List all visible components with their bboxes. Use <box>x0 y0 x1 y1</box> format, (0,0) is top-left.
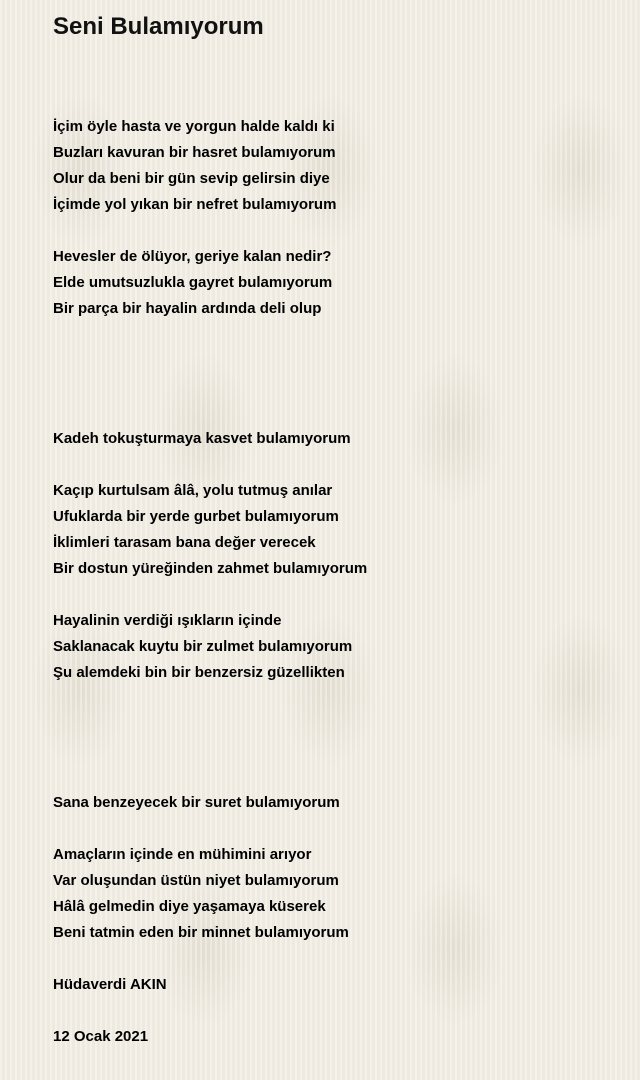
stanza-2 <box>53 244 613 322</box>
stanza-6 <box>53 790 613 816</box>
stanza-5 <box>53 608 613 686</box>
poem-line: Hevesler de ölüyor, geriye kalan nedir? <box>53 248 332 265</box>
poem-line: Buzları kavuran bir hasret bulamıyorum <box>53 144 336 161</box>
poem-line: Hâlâ gelmedin diye yaşamaya küserek <box>53 898 326 915</box>
poem-author: Hüdaverdi AKIN <box>53 976 167 993</box>
poem-line: Var oluşundan üstün niyet bulamıyorum <box>53 872 339 889</box>
stanza-7 <box>53 842 613 946</box>
poem-line: Olur da beni bir gün sevip gelirsin diye <box>53 170 330 187</box>
poem-line: Kadeh tokuşturmaya kasvet bulamıyorum <box>53 430 351 447</box>
poem-line: İçim öyle hasta ve yorgun halde kaldı ki <box>53 118 335 135</box>
poem-line: Amaçların içinde en mühimini arıyor <box>53 846 312 863</box>
poem-line: Hayalinin verdiği ışıkların içinde <box>53 612 282 629</box>
poem-line: Elde umutsuzlukla gayret bulamıyorum <box>53 274 333 291</box>
poem-line: Ufuklarda bir yerde gurbet bulamıyorum <box>53 508 339 525</box>
poem-line: Saklanacak kuytu bir zulmet bulamıyorum <box>53 638 353 655</box>
poem-line: Sana benzeyecek bir suret bulamıyorum <box>53 794 340 811</box>
poem-title: Seni Bulamıyorum <box>53 13 264 40</box>
stanza-4 <box>53 478 613 582</box>
stanza-1 <box>53 114 613 218</box>
poem-date: 12 Ocak 2021 <box>53 1028 149 1045</box>
poem-line: İçimde yol yıkan bir nefret bulamıyorum <box>53 196 337 213</box>
poem-line: Şu alemdeki bin bir benzersiz güzellikten <box>53 664 345 681</box>
poem-line: Bir dostun yüreğinden zahmet bulamıyorum <box>53 560 368 577</box>
poem-line: Beni tatmin eden bir minnet bulamıyorum <box>53 924 349 941</box>
poem-line: Kaçıp kurtulsam âlâ, yolu tutmuş anılar <box>53 482 333 499</box>
poem-body <box>53 114 613 1050</box>
stanza-3 <box>53 426 613 452</box>
poem-line: İklimleri tarasam bana değer verecek <box>53 534 316 551</box>
poem-page <box>53 0 613 1076</box>
poem-line: Bir parça bir hayalin ardında deli olup <box>53 300 322 317</box>
